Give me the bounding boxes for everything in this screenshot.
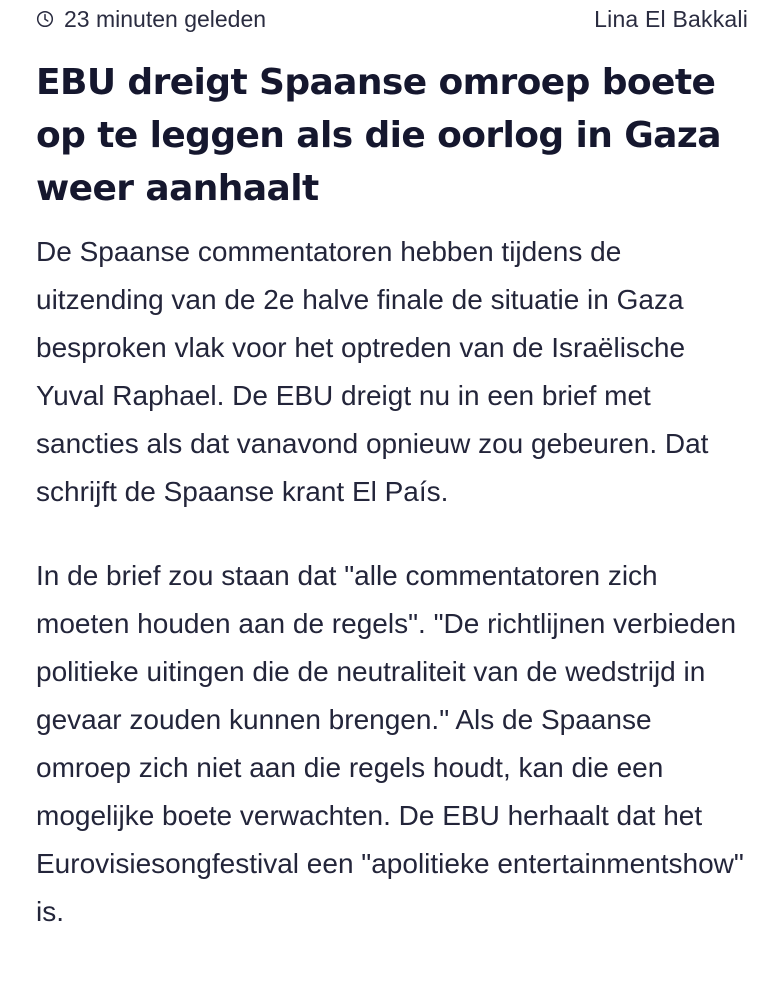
article-paragraph-2: In de brief zou staan dat "alle commentatoren zich moeten houden aan de regels". "De richtlijnen verbieden politieke uitingen die de neutraliteit van de wedstrijd in gevaar zouden kunnen brengen." Als de Spaanse omroep zich niet aan die regels houdt, kan die een mogelijke boete verwachten. De EBU herhaalt dat het Eurovisiesongfestival een "apolitieke entertainmentshow" is. xyxy=(36,560,744,927)
article-meta xyxy=(36,4,748,34)
clock-icon xyxy=(36,10,54,28)
author-name[interactable]: Lina El Bakkali xyxy=(594,5,748,32)
timestamp xyxy=(36,6,266,33)
article-paragraph-1: De Spaanse commentatoren hebben tijdens de uitzending van de 2e halve finale de situatie in Gaza besproken vlak voor het optreden van de Israëlische Yuval Raphael. De EBU dreigt nu in een brief met sancties als dat vanavond opnieuw zou gebeuren. Dat schrijft de Spaanse krant El País. xyxy=(36,236,709,507)
article-headline: EBU dreigt Spaanse omroep boete op te leggen als die oorlog in Gaza weer aanhaalt xyxy=(36,62,721,209)
time-ago-text: 23 minuten geleden xyxy=(64,5,267,32)
